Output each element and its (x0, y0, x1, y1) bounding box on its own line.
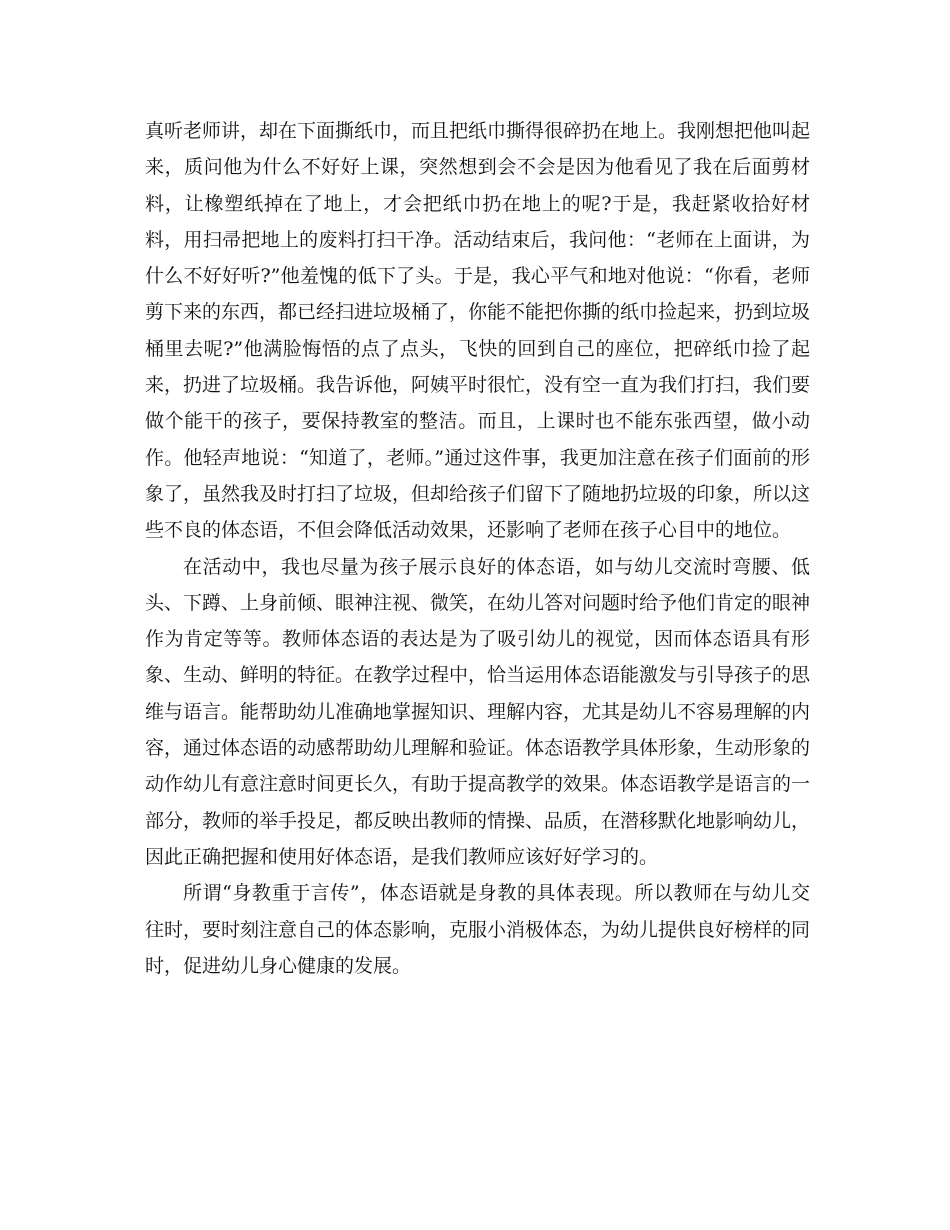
paragraph-2: 在活动中，我也尽量为孩子展示良好的体态语，如与幼儿交流时弯腰、低头、下蹲、上身前倾、眼神注视、微笑，在幼儿答对问题时给予他们肯定的眼神作为肯定等等。教师体态语的表达是为了吸引幼儿的视觉，因而体态语具有形象、生动、鲜明的特征。在教学过程中，恰当运用体态语能激发与引导孩子的思维与语言。能帮助幼儿准确地掌握知识、理解内容，尤其是幼儿不容易理解的内容，通过体态语的动感帮助幼儿理解和验证。体态语教学具体形象，生动形象的动作幼儿有意注意时间更长久，有助于提高教学的效果。体态语教学是语言的一部分，教师的举手投足，都反映出教师的情操、品质，在潜移默化地影响幼儿，因此正确把握和使用好体态语，是我们教师应该好好学习的。 (145, 555, 811, 868)
paragraph-3: 所谓“身教重于言传”，体态语就是身教的具体表现。所以教师在与幼儿交往时，要时刻注意自己的体态影响，克服小消极体态，为幼儿提供良好榜样的同时，促进幼儿身心健康的发展。 (145, 882, 811, 977)
document-body (145, 113, 810, 984)
paragraph-1: 真听老师讲，却在下面撕纸巾，而且把纸巾撕得很碎扔在地上。我刚想把他叫起来，质问他为什么不好好上课，突然想到会不会是因为他看见了我在后面剪材料，让橡塑纸掉在了地上，才会把纸巾扔在地上的呢?于是，我赶紧收拾好材料，用扫帚把地上的废料打扫干净。活动结束后，我问他：“老师在上面讲，为什么不好好听?”他羞愧的低下了头。于是，我心平气和地对他说：“你看，老师剪下来的东西，都已经扫进垃圾桶了，你能不能把你撕的纸巾捡起来，扔到垃圾桶里去呢?”他满脸悔悟的点了点头，飞快的回到自己的座位，把碎纸巾捡了起来，扔进了垃圾桶。我告诉他，阿姨平时很忙，没有空一直为我们打扫，我们要做个能干的孩子，要保持教室的整洁。而且，上课时也不能东张西望，做小动作。他轻声地说：“知道了，老师。”通过这件事，我更加注意在孩子们面前的形象了，虽然我及时打扫了垃圾，但却给孩子们留下了随地扔垃圾的印象，所以这些不良的体态语，不但会降低活动效果，还影响了老师在孩子心目中的地位。 (145, 120, 811, 542)
